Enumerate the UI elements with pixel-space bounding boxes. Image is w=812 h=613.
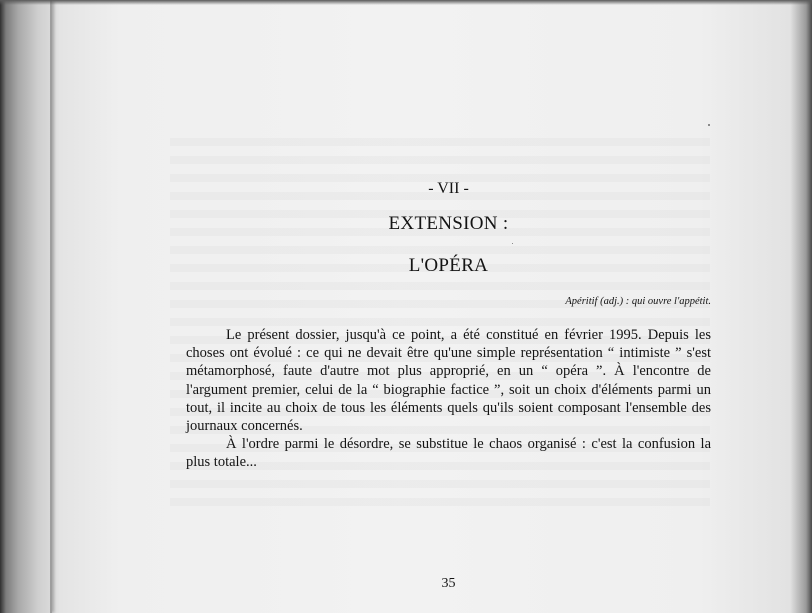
page-number: 35: [441, 576, 456, 591]
top-edge-shadow: [0, 0, 812, 5]
left-page-edge: [0, 0, 52, 613]
page-fold-line: [50, 0, 52, 613]
scan-speck: [512, 243, 513, 244]
paragraph: Le présent dossier, jusqu'à ce point, a été constitué en février 1995. Depuis les choses ont évolué : ce qui ne devait être qu'une simple représentation “ intimiste ” s'est métamorphosé, faute d'autre mot plus approprié, en un “ opéra ”. À l'encontre de l'argument premier, celui de la “ biographie factice ”, soit un choix d'éléments parmi un tout, il incite au choix de tous les éléments quels qu'ils soient composant l'ensemble des journaux concernés.: [186, 327, 711, 435]
chapter-title-line-2: L'OPÉRA: [408, 255, 489, 276]
scan-speck: [708, 124, 710, 126]
epigraph: Apéritif (adj.) : qui ouvre l'appétit.: [565, 296, 711, 307]
body-text: [186, 326, 711, 472]
chapter-title-line-1: EXTENSION :: [388, 213, 509, 234]
chapter-number: - VII -: [428, 180, 469, 197]
paragraph: À l'ordre parmi le désordre, se substitue le chaos organisé : c'est la confusion la plus totale...: [186, 436, 711, 471]
